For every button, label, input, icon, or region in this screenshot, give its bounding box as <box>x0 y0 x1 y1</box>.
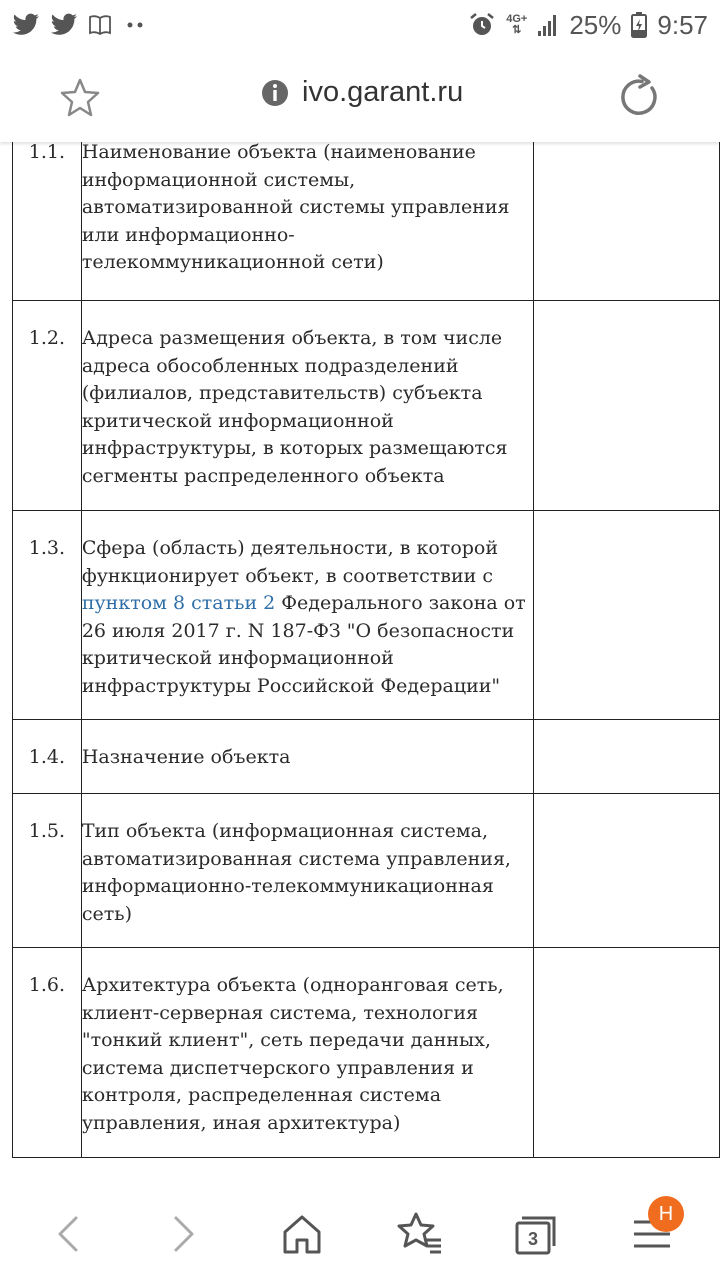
row-number-cell <box>13 301 82 511</box>
battery-icon <box>631 12 647 38</box>
row-number: 1.6. <box>28 974 66 996</box>
tabs-icon[interactable] <box>512 1210 560 1258</box>
table-row <box>13 301 720 511</box>
url-field[interactable] <box>260 76 463 109</box>
row-value-cell <box>533 948 719 1158</box>
row-description: Наименование объекта (наименование информационной системы, автоматизированной системы управления или информационно-телекоммуникационной сети) <box>81 142 510 273</box>
twitter-icon <box>12 13 40 37</box>
row-value-cell <box>533 142 719 301</box>
row-description: Назначение объекта <box>81 746 291 768</box>
address-bar <box>0 50 720 142</box>
bookmarks-icon[interactable] <box>396 1210 444 1258</box>
bookmark-star-icon[interactable] <box>58 76 102 120</box>
row-description: Адреса размещения объекта, в том числе адреса обособленных подразделений (филиалов, представительств) субъекта критической информационной инфраструктуры, в которых размещаются сегменты распределенного объекта <box>81 327 508 487</box>
row-number-cell <box>13 720 82 794</box>
table-row <box>13 720 720 794</box>
row-description-cell <box>81 720 533 794</box>
table-row <box>13 794 720 948</box>
notification-icons <box>12 13 148 37</box>
clock: 9:57 <box>657 9 708 40</box>
row-description-cell <box>81 301 533 511</box>
twitter-icon <box>50 13 78 37</box>
row-description-cell <box>81 511 533 720</box>
row-value-cell <box>533 720 719 794</box>
row-number-cell <box>13 142 82 301</box>
description-text: Федерального закона от 26 июля 2017 г. N 187-ФЗ "О безопасности критической информационной инфраструктуры Российской Федерации" <box>81 592 526 697</box>
table-row <box>13 142 720 301</box>
row-description-cell <box>81 142 533 301</box>
law-reference-link[interactable]: пунктом 8 статьи 2 <box>81 592 276 614</box>
row-description-cell <box>81 948 533 1158</box>
reload-icon[interactable] <box>616 74 662 120</box>
table-row <box>13 948 720 1158</box>
book-icon <box>88 14 112 36</box>
url-text[interactable]: ivo.garant.ru <box>302 76 464 108</box>
row-description: Тип объекта (информационная система, автоматизированная система управления, информационно-телекоммуникационная сеть) <box>81 820 511 925</box>
status-bar <box>0 0 720 50</box>
row-value-cell <box>533 794 719 948</box>
tab-count: 3 <box>527 1229 539 1249</box>
system-status <box>468 10 708 41</box>
forward-icon[interactable] <box>160 1210 208 1258</box>
table-row <box>13 511 720 720</box>
page-content[interactable] <box>0 142 720 1182</box>
row-description <box>82 535 533 718</box>
document-table <box>12 142 720 1158</box>
network-type: 4G+ <box>506 13 528 25</box>
row-value-cell <box>533 511 719 720</box>
row-number-cell <box>13 511 82 720</box>
network-icon <box>506 14 527 36</box>
info-icon[interactable] <box>260 78 290 108</box>
row-number-cell <box>13 794 82 948</box>
row-number: 1.4. <box>28 746 66 768</box>
data-arrows-icon: ⇅ <box>512 24 522 36</box>
signal-icon <box>537 13 559 37</box>
row-number: 1.2. <box>28 327 66 349</box>
row-description-cell <box>81 794 533 948</box>
description-text: Сфера (область) деятельности, в которой функционирует объект, в соответствии с <box>81 537 499 587</box>
row-number: 1.5. <box>28 820 66 842</box>
row-value-cell <box>533 301 719 511</box>
row-number-cell <box>13 948 82 1158</box>
row-number: 1.3. <box>28 537 66 559</box>
battery-percent: 25% <box>569 9 622 40</box>
row-description: Архитектура объекта (одноранговая сеть, клиент-серверная система, технология "тонкий клиент", сеть передачи данных, система диспетчерского управления и контроля, распределенная система управления, иная архитектура) <box>81 974 504 1134</box>
row-number: 1.1. <box>28 142 66 163</box>
home-icon[interactable] <box>278 1210 326 1258</box>
bottom-toolbar <box>0 1182 720 1280</box>
more-dots-icon <box>122 20 148 30</box>
profile-badge[interactable]: Н <box>648 1196 684 1232</box>
alarm-icon <box>468 11 496 39</box>
back-icon[interactable] <box>44 1210 92 1258</box>
